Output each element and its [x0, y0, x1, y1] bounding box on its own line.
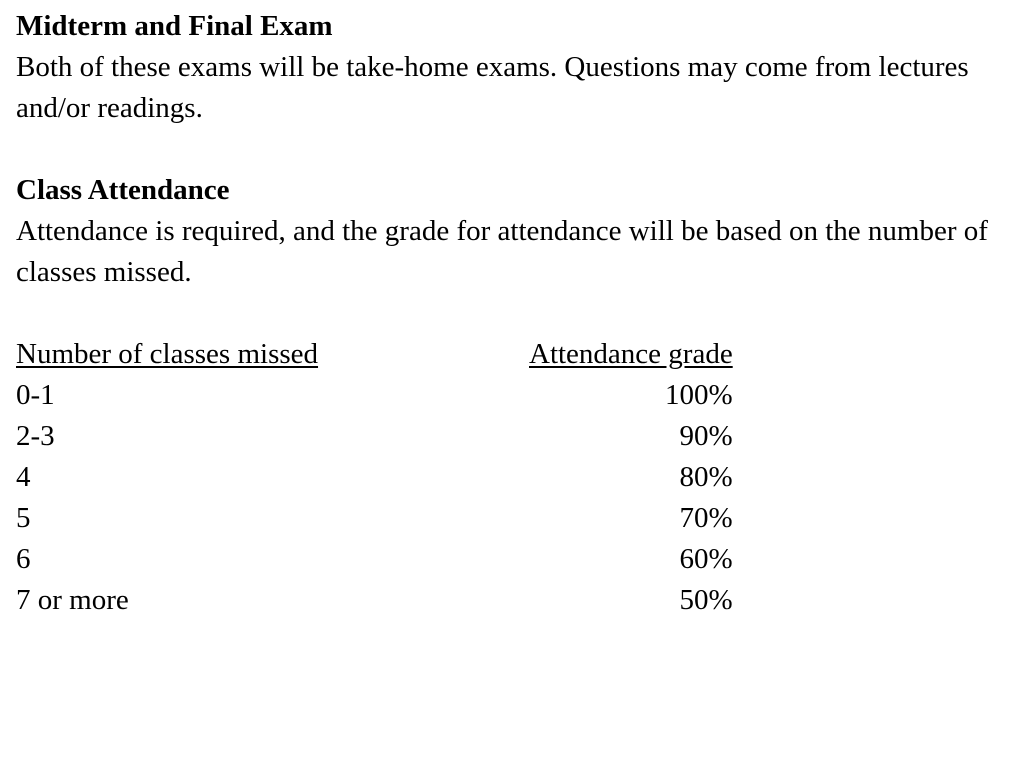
classes-missed-cell: 5 [16, 502, 31, 534]
attendance-grade-cell: 50% [679, 584, 733, 616]
exams-description: Both of these exams will be take-home exams. Questions may come from lectures and/or readings. [16, 51, 969, 124]
attendance-description: Attendance is required, and the grade for attendance will be based on the number of classes missed. [16, 215, 988, 288]
header-attendance-grade: Attendance grade [529, 338, 733, 370]
classes-missed-cell: 7 or more [16, 584, 129, 616]
table-row [16, 416, 733, 457]
table-header-row [16, 334, 733, 375]
syllabus-page [16, 6, 1020, 621]
attendance-grade-cell: 70% [679, 502, 733, 534]
attendance-grade-cell: 90% [679, 420, 733, 452]
table-row [16, 539, 733, 580]
attendance-grade-table [16, 334, 733, 621]
classes-missed-cell: 2-3 [16, 420, 55, 452]
table-row [16, 457, 733, 498]
classes-missed-cell: 6 [16, 543, 31, 575]
table-row [16, 580, 733, 621]
table-row [16, 498, 733, 539]
attendance-heading: Class Attendance [16, 174, 230, 206]
section-spacer [16, 293, 1020, 334]
header-classes-missed: Number of classes missed [16, 338, 319, 370]
attendance-grade-cell: 100% [665, 379, 733, 411]
classes-missed-cell: 4 [16, 461, 31, 493]
classes-missed-cell: 0-1 [16, 379, 55, 411]
exams-section [16, 6, 1020, 129]
table-row [16, 375, 733, 416]
attendance-section [16, 170, 1020, 293]
attendance-grade-cell: 80% [679, 461, 733, 493]
attendance-grade-cell: 60% [679, 543, 733, 575]
exams-heading: Midterm and Final Exam [16, 10, 333, 42]
section-spacer [16, 129, 1020, 170]
